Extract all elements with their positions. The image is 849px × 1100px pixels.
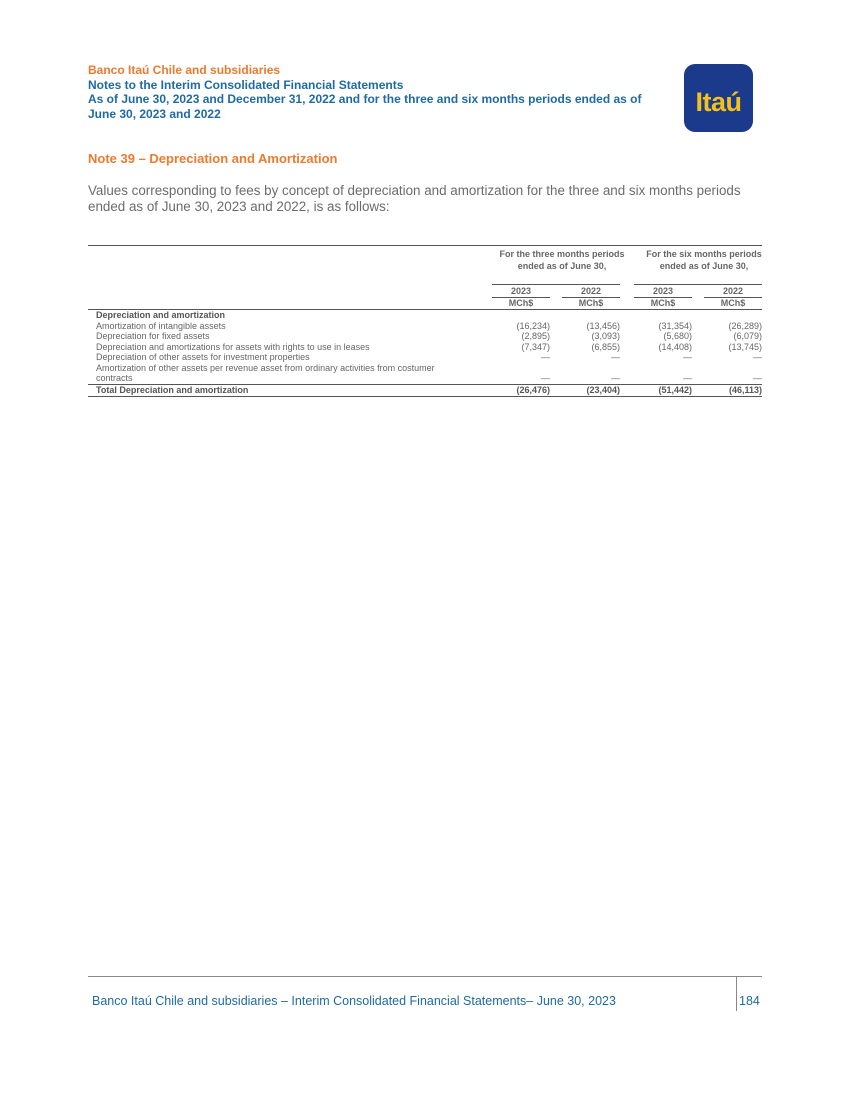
total-value: (51,442)	[658, 384, 692, 395]
cell-value: (13,745)	[728, 341, 762, 352]
row-label: Depreciation and amortizations for assets with rights to use in leases	[96, 341, 370, 352]
row-label: Depreciation for fixed assets	[96, 331, 210, 341]
page-number: 184	[739, 994, 760, 1008]
cell-value: (7,347)	[521, 341, 550, 352]
cell-value: (13,456)	[586, 320, 620, 331]
footer-divider	[736, 977, 737, 1011]
cell-value: (3,093)	[591, 331, 620, 341]
footer-rule	[88, 976, 762, 977]
row-label: Depreciation of other assets for investment properties	[96, 352, 310, 362]
total-value: (23,404)	[586, 384, 620, 395]
table-row	[88, 342, 762, 353]
notes-title: Notes to the Interim Consolidated Financial Statements	[88, 77, 404, 92]
cell-value: (26,289)	[728, 320, 762, 331]
six-month-group-header: For the six months periods ended as of June 30,	[646, 249, 762, 271]
total-row	[88, 384, 762, 397]
year-header: 2023	[652, 286, 674, 296]
currency-header: MCh$	[508, 298, 534, 308]
cell-value: —	[611, 373, 620, 383]
depreciation-table	[88, 245, 762, 397]
cell-value: (14,408)	[658, 341, 692, 352]
note-title: Note 39 – Depreciation and Amortization	[88, 151, 338, 166]
cell-value: —	[611, 352, 620, 362]
year-header: 2022	[580, 286, 602, 296]
cell-value: —	[753, 373, 762, 383]
currency-header: MCh$	[650, 298, 676, 308]
page-header	[88, 63, 678, 121]
table-row	[88, 352, 762, 363]
cell-value: (31,354)	[658, 320, 692, 331]
cell-value: —	[683, 352, 692, 362]
cell-value: (16,234)	[516, 320, 550, 331]
row-label: Amortization of other assets per revenue asset from ordinary activities from costumer contracts	[96, 362, 435, 383]
table-row	[88, 363, 762, 384]
table-row	[88, 331, 762, 342]
total-label: Total Depreciation and amortization	[96, 384, 249, 395]
table-row	[88, 321, 762, 332]
year-header: 2022	[722, 286, 744, 296]
total-value: (26,476)	[516, 384, 550, 395]
group-underline	[492, 284, 620, 285]
cell-value: (6,855)	[591, 341, 620, 352]
footer-text: Banco Itaú Chile and subsidiaries – Interim Consolidated Financial Statements– June 30, 2023	[92, 994, 616, 1008]
cell-value: (6,079)	[733, 331, 762, 341]
intro-paragraph: Values corresponding to fees by concept of depreciation and amortization for the three and six months periods ended as of June 30, 2023 and 2022, is as follows:	[88, 183, 741, 214]
cell-value: (5,680)	[663, 331, 692, 341]
total-value: (46,113)	[728, 384, 762, 395]
logo-text: Itaú	[695, 86, 742, 117]
section-row	[88, 310, 762, 321]
row-label: Amortization of intangible assets	[96, 320, 226, 331]
section-label: Depreciation and amortization	[96, 310, 226, 320]
cell-value: —	[541, 373, 550, 383]
year-header: 2023	[510, 286, 532, 296]
cell-value: (2,895)	[521, 331, 550, 341]
currency-header: MCh$	[720, 298, 746, 308]
currency-header: MCh$	[578, 298, 604, 308]
three-month-group-header: For the three months periods ended as of June 30,	[499, 249, 625, 271]
cell-value: —	[753, 352, 762, 362]
cell-value: —	[683, 373, 692, 383]
table-header	[88, 246, 762, 310]
itau-logo	[684, 64, 753, 132]
cell-value: —	[541, 352, 550, 362]
group-underline	[634, 284, 762, 285]
period-line-1: As of June 30, 2023 and December 31, 2022 and for the three and six months periods ended as of	[88, 92, 642, 106]
period-line-2: June 30, 2023 and 2022	[88, 106, 221, 121]
company-name: Banco Itaú Chile and subsidiaries	[88, 63, 281, 77]
